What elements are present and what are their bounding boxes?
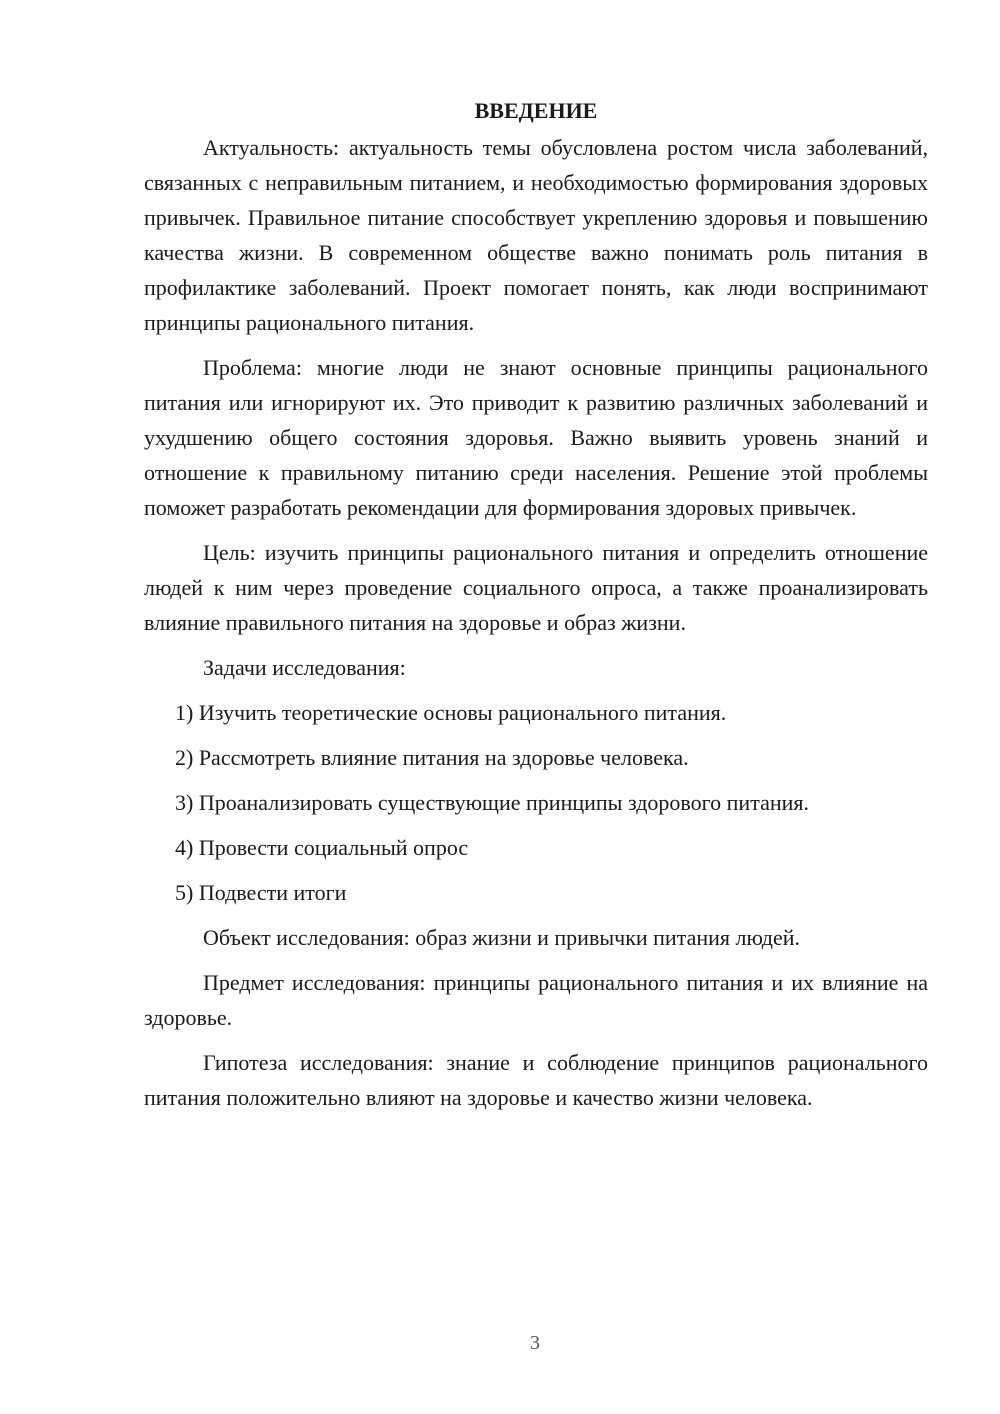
task-item-1: 1) Изучить теоретические основы рационального питания. [175, 700, 727, 725]
relevance-paragraph: Актуальность: актуальность темы обусловлена ростом числа заболеваний, связанных с неправильным питанием, и необходимостью формирования здоровых привычек. Правильное питание способствует укреплению здоровья и повышению качества жизни. В современном обществе важно понимать роль питания в профилактике заболеваний. Проект помогает понять, как люди воспринимают принципы рационального питания. [144, 135, 928, 335]
hypothesis-paragraph: Гипотеза исследования: знание и соблюдение принципов рационального питания положительно влияют на здоровье и качество жизни человека. [144, 1050, 928, 1110]
subject-paragraph: Предмет исследования: принципы рационального питания и их влияние на здоровье. [144, 970, 928, 1030]
tasks-list [144, 695, 928, 910]
tasks-label: Задачи исследования: [203, 655, 406, 680]
task-item-3: 3) Проанализировать существующие принципы здорового питания. [175, 790, 810, 815]
task-item-5: 5) Подвести итоги [175, 880, 347, 905]
document-page [144, 96, 928, 1125]
goal-paragraph: Цель: изучить принципы рационального питания и определить отношение людей к ним через проведение социального опроса, а также проанализировать влияние правильного питания на здоровье и образ жизни. [144, 540, 928, 635]
task-item-4: 4) Провести социальный опрос [175, 835, 469, 860]
page-number: 3 [530, 1332, 540, 1354]
page-title: ВВЕДЕНИЕ [474, 98, 598, 123]
object-paragraph: Объект исследования: образ жизни и привычки питания людей. [203, 925, 801, 950]
problem-paragraph: Проблема: многие люди не знают основные принципы рационального питания или игнорируют их. Это приводит к развитию различных заболеваний и ухудшению общего состояния здоровья. Важно выявить уровень знаний и отношение к правильному питанию среди населения. Решение этой проблемы поможет разработать рекомендации для формирования здоровых привычек. [144, 355, 928, 520]
task-item-2: 2) Рассмотреть влияние питания на здоровье человека. [175, 745, 689, 770]
